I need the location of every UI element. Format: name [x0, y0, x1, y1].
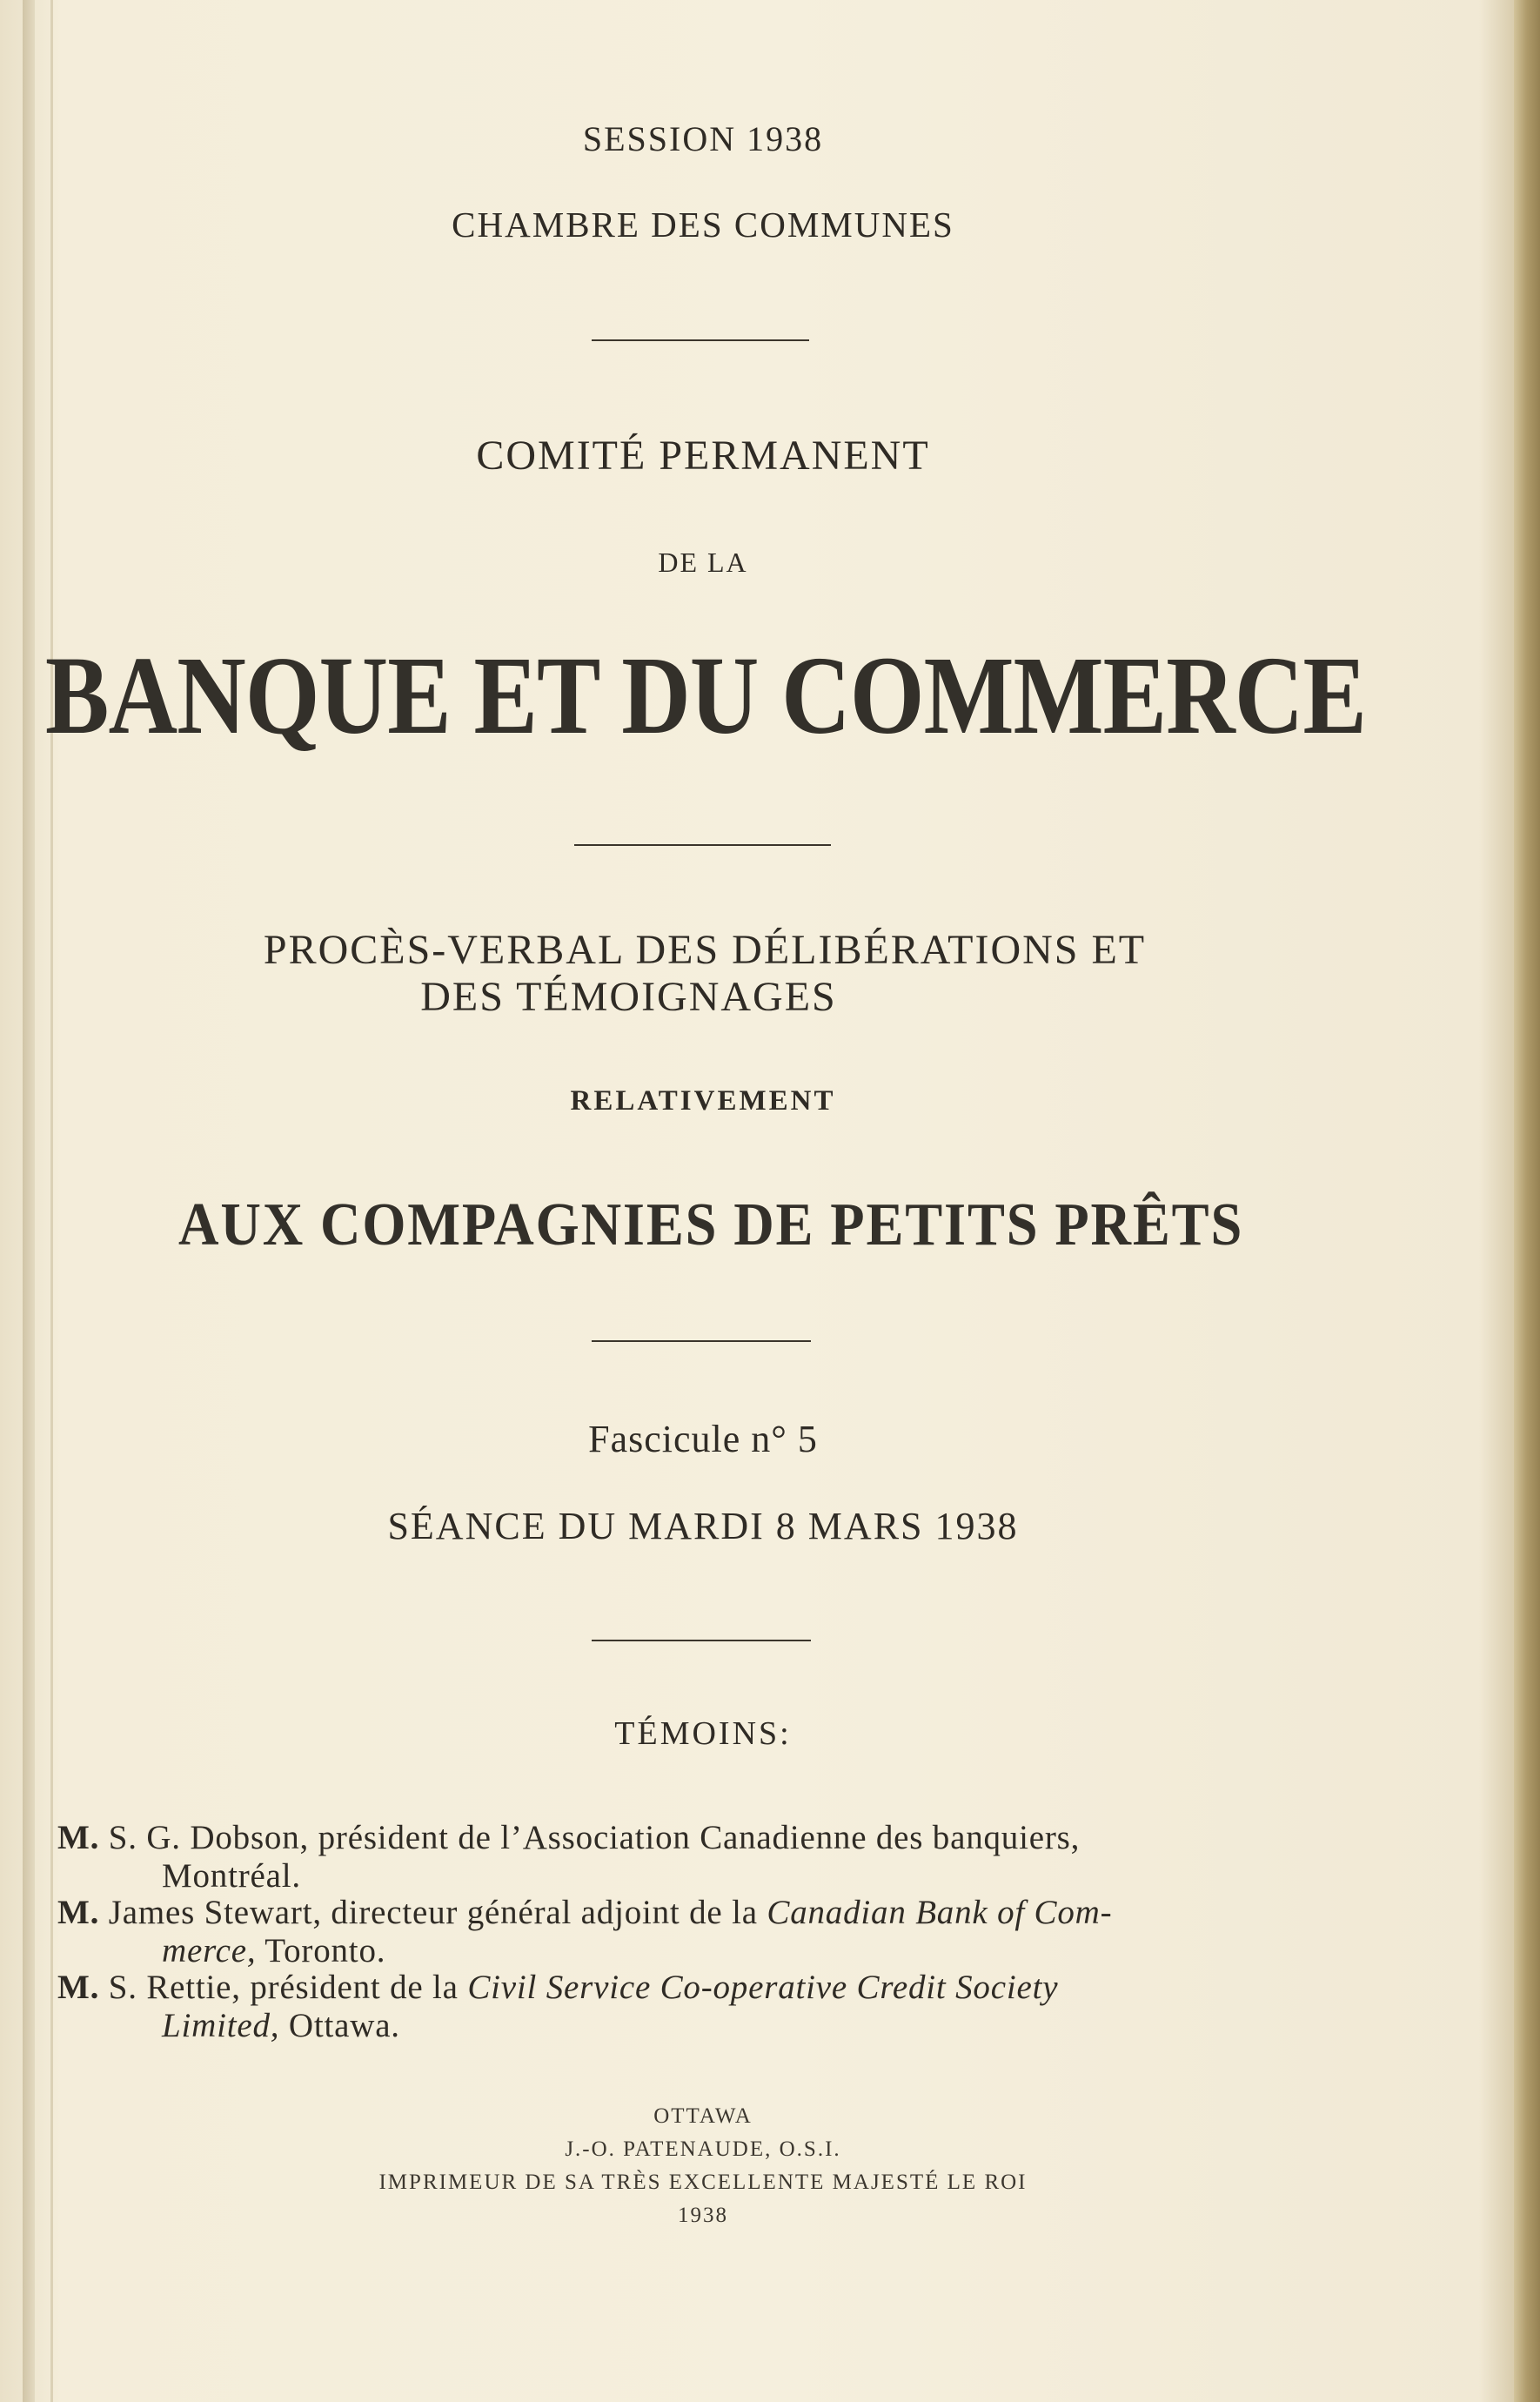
witness-text: Montréal. — [162, 1857, 301, 1895]
witnesses-heading: TÉMOINS: — [614, 1715, 792, 1752]
divider-rule — [574, 844, 831, 846]
page-binding-edge — [50, 0, 53, 2402]
witness-line-continued — [57, 1857, 1363, 1895]
witness-title: M. — [57, 1969, 100, 2006]
imprint-city: OTTAWA — [653, 2104, 753, 2128]
witness-text: S. G. Dobson, président de l’Association Canadienne des banquiers, — [108, 1819, 1081, 1856]
witness-entry — [57, 1969, 1363, 2045]
witness-text: Toronto. — [256, 1932, 386, 1969]
page-binding-shadow-right — [1514, 0, 1540, 2402]
session-heading: SESSION 1938 — [582, 119, 824, 158]
imprint-printer: J.-O. PATENAUDE, O.S.I. — [565, 2137, 841, 2161]
witness-entry — [57, 1894, 1363, 1970]
chamber-heading: CHAMBRE DES COMMUNES — [452, 205, 954, 245]
witness-organization: Limited, — [162, 2007, 280, 2044]
divider-rule — [592, 1340, 811, 1342]
page-binding-shadow-left — [23, 0, 35, 2402]
witness-line — [57, 1894, 1363, 1932]
imprint-year: 1938 — [678, 2204, 728, 2227]
witness-organization: merce, — [162, 1932, 257, 1969]
sitting-date: SÉANCE DU MARDI 8 MARS 1938 — [387, 1505, 1019, 1547]
witness-line — [57, 1819, 1363, 1857]
committee-line2: DE LA — [658, 547, 748, 578]
divider-rule — [592, 339, 809, 341]
witness-title: M. — [57, 1819, 100, 1856]
witness-entry — [57, 1819, 1363, 1895]
committee-line1: COMITÉ PERMANENT — [476, 433, 930, 479]
imprint-title: IMPRIMEUR DE SA TRÈS EXCELLENTE MAJESTÉ LE ROI — [378, 2171, 1028, 2194]
witness-line — [57, 1969, 1363, 2007]
witness-text: S. Rettie, président de la — [108, 1969, 468, 2006]
minutes-title-line2: DES TÉMOIGNAGES — [420, 974, 837, 1020]
witness-line-continued — [57, 1932, 1363, 1970]
divider-rule — [592, 1640, 811, 1641]
witness-line-continued — [57, 2007, 1363, 2045]
issue-number: Fascicule n° 5 — [588, 1418, 818, 1460]
witness-organization: Civil Service Co-operative Credit Society — [467, 1969, 1059, 2006]
witness-text: Ottawa. — [279, 2007, 400, 2044]
subject-title: AUX COMPAGNIES DE PETITS PRÊTS — [178, 1191, 1244, 1258]
committee-name: BANQUE ET DU COMMERCE — [45, 634, 1367, 757]
minutes-title-line1: PROCÈS-VERBAL DES DÉLIBÉRATIONS ET — [263, 927, 1147, 973]
witness-text: James Stewart, directeur général adjoint de la — [108, 1894, 767, 1931]
witness-organization: Canadian Bank of Com- — [767, 1894, 1113, 1931]
relating-label: RELATIVEMENT — [570, 1085, 836, 1117]
witness-title: M. — [57, 1894, 100, 1931]
